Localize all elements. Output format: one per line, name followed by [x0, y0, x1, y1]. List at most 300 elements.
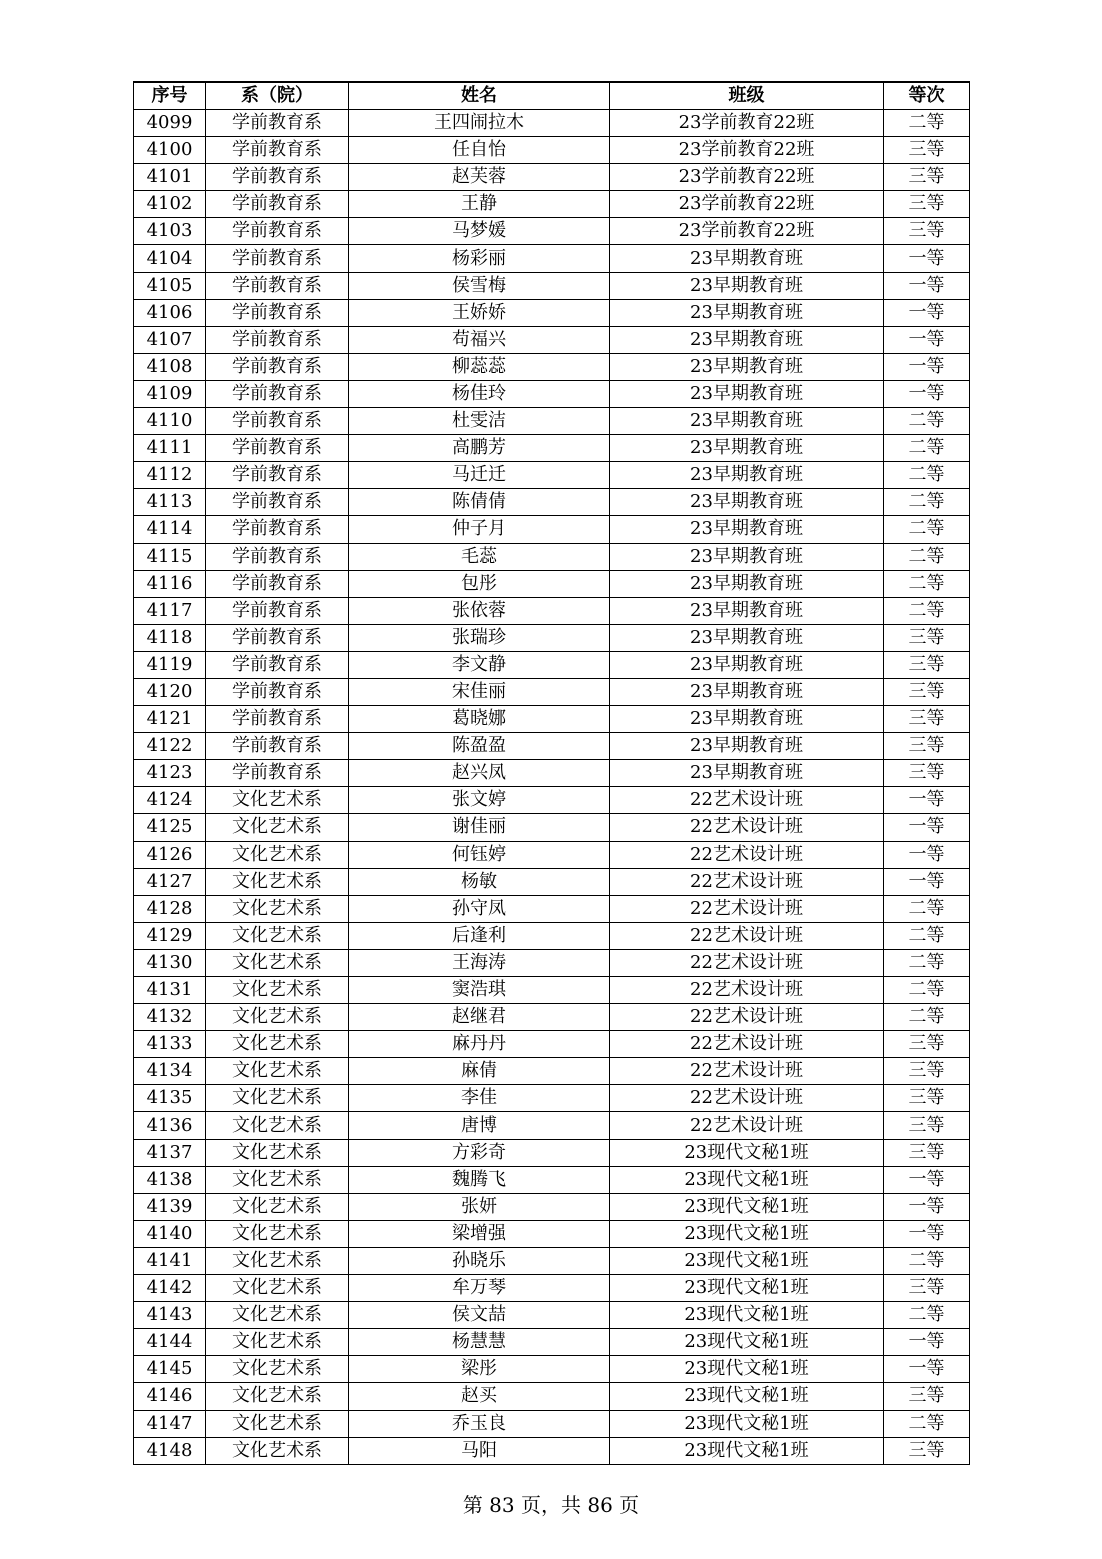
cell-serial-number: 4138: [134, 1166, 206, 1193]
cell-class: 22艺术设计班: [610, 922, 884, 949]
cell-department: 学前教育系: [206, 110, 349, 137]
cell-name: 杨慧慧: [349, 1329, 610, 1356]
table-row: [134, 353, 970, 380]
cell-name: 包彤: [349, 570, 610, 597]
cell-level: 三等: [884, 218, 970, 245]
cell-department: 学前教育系: [206, 137, 349, 164]
cell-name: 孙晓乐: [349, 1247, 610, 1274]
cell-class: 23早期教育班: [610, 706, 884, 733]
table-row: [134, 1329, 970, 1356]
cell-level: 三等: [884, 1437, 970, 1464]
cell-level: 一等: [884, 299, 970, 326]
cell-serial-number: 4139: [134, 1193, 206, 1220]
cell-serial-number: 4148: [134, 1437, 206, 1464]
cell-class: 23早期教育班: [610, 651, 884, 678]
cell-level: 二等: [884, 543, 970, 570]
cell-class: 23早期教育班: [610, 624, 884, 651]
table-row: [134, 380, 970, 407]
cell-class: 23现代文秘1班: [610, 1302, 884, 1329]
cell-name: 窦浩琪: [349, 977, 610, 1004]
cell-serial-number: 4111: [134, 435, 206, 462]
cell-name: 杜雯洁: [349, 408, 610, 435]
table-row: [134, 1410, 970, 1437]
table-row: [134, 570, 970, 597]
cell-department: 文化艺术系: [206, 1437, 349, 1464]
table-row: [134, 1383, 970, 1410]
cell-class: 23早期教育班: [610, 733, 884, 760]
header-department: 系（院）: [206, 82, 349, 110]
cell-class: 23学前教育22班: [610, 164, 884, 191]
cell-name: 赵兴凤: [349, 760, 610, 787]
cell-department: 文化艺术系: [206, 922, 349, 949]
table-row: [134, 977, 970, 1004]
cell-level: 三等: [884, 164, 970, 191]
cell-name: 赵继君: [349, 1004, 610, 1031]
cell-level: 二等: [884, 922, 970, 949]
cell-department: 学前教育系: [206, 706, 349, 733]
cell-department: 学前教育系: [206, 489, 349, 516]
cell-name: 麻丹丹: [349, 1031, 610, 1058]
cell-name: 李文静: [349, 651, 610, 678]
cell-class: 23早期教育班: [610, 326, 884, 353]
cell-class: 23现代文秘1班: [610, 1437, 884, 1464]
cell-class: 23现代文秘1班: [610, 1410, 884, 1437]
cell-class: 23早期教育班: [610, 760, 884, 787]
cell-level: 一等: [884, 1166, 970, 1193]
cell-serial-number: 4136: [134, 1112, 206, 1139]
cell-class: 22艺术设计班: [610, 787, 884, 814]
cell-name: 牟万琴: [349, 1275, 610, 1302]
cell-level: 三等: [884, 1275, 970, 1302]
cell-class: 23学前教育22班: [610, 218, 884, 245]
table-row: [134, 706, 970, 733]
cell-serial-number: 4143: [134, 1302, 206, 1329]
cell-department: 学前教育系: [206, 760, 349, 787]
page-number-footer: 第 83 页，共 86 页: [462, 1493, 640, 1517]
cell-name: 孙守凤: [349, 895, 610, 922]
award-roster-table: [133, 81, 970, 1465]
cell-level: 三等: [884, 651, 970, 678]
table-row: [134, 110, 970, 137]
cell-department: 文化艺术系: [206, 1410, 349, 1437]
cell-name: 麻倩: [349, 1058, 610, 1085]
cell-serial-number: 4119: [134, 651, 206, 678]
cell-name: 侯文喆: [349, 1302, 610, 1329]
table-row: [134, 299, 970, 326]
cell-class: 22艺术设计班: [610, 895, 884, 922]
cell-serial-number: 4131: [134, 977, 206, 1004]
table-row: [134, 760, 970, 787]
cell-name: 杨彩丽: [349, 245, 610, 272]
table-row: [134, 326, 970, 353]
cell-serial-number: 4099: [134, 110, 206, 137]
cell-class: 23现代文秘1班: [610, 1275, 884, 1302]
cell-level: 二等: [884, 597, 970, 624]
cell-class: 23现代文秘1班: [610, 1139, 884, 1166]
cell-name: 何钰婷: [349, 841, 610, 868]
cell-level: 一等: [884, 814, 970, 841]
cell-name: 乔玉良: [349, 1410, 610, 1437]
cell-department: 学前教育系: [206, 408, 349, 435]
cell-name: 张瑞珍: [349, 624, 610, 651]
cell-name: 王四闹拉木: [349, 110, 610, 137]
cell-class: 23现代文秘1班: [610, 1356, 884, 1383]
cell-class: 22艺术设计班: [610, 1031, 884, 1058]
cell-serial-number: 4141: [134, 1247, 206, 1274]
cell-serial-number: 4137: [134, 1139, 206, 1166]
cell-level: 一等: [884, 1329, 970, 1356]
cell-level: 三等: [884, 1085, 970, 1112]
cell-level: 二等: [884, 895, 970, 922]
cell-class: 23学前教育22班: [610, 137, 884, 164]
cell-class: 22艺术设计班: [610, 814, 884, 841]
cell-department: 文化艺术系: [206, 1085, 349, 1112]
table-row: [134, 1356, 970, 1383]
cell-class: 23早期教育班: [610, 380, 884, 407]
cell-serial-number: 4132: [134, 1004, 206, 1031]
cell-level: 三等: [884, 191, 970, 218]
cell-name: 魏腾飞: [349, 1166, 610, 1193]
cell-serial-number: 4110: [134, 408, 206, 435]
table-row: [134, 435, 970, 462]
cell-serial-number: 4145: [134, 1356, 206, 1383]
cell-class: 23早期教育班: [610, 543, 884, 570]
cell-department: 学前教育系: [206, 272, 349, 299]
table-row: [134, 1302, 970, 1329]
cell-serial-number: 4101: [134, 164, 206, 191]
cell-level: 三等: [884, 1112, 970, 1139]
cell-class: 23现代文秘1班: [610, 1193, 884, 1220]
cell-department: 学前教育系: [206, 245, 349, 272]
cell-department: 学前教育系: [206, 353, 349, 380]
cell-name: 侯雪梅: [349, 272, 610, 299]
cell-department: 学前教育系: [206, 326, 349, 353]
cell-name: 毛蕊: [349, 543, 610, 570]
cell-department: 学前教育系: [206, 516, 349, 543]
cell-department: 文化艺术系: [206, 1112, 349, 1139]
cell-serial-number: 4135: [134, 1085, 206, 1112]
cell-department: 学前教育系: [206, 543, 349, 570]
cell-level: 一等: [884, 272, 970, 299]
cell-department: 学前教育系: [206, 435, 349, 462]
cell-name: 高鹏芳: [349, 435, 610, 462]
cell-serial-number: 4112: [134, 462, 206, 489]
cell-serial-number: 4146: [134, 1383, 206, 1410]
cell-department: 文化艺术系: [206, 1031, 349, 1058]
cell-level: 三等: [884, 733, 970, 760]
cell-name: 张依蓉: [349, 597, 610, 624]
header-level: 等次: [884, 82, 970, 110]
cell-class: 23早期教育班: [610, 462, 884, 489]
table-row: [134, 1139, 970, 1166]
cell-serial-number: 4105: [134, 272, 206, 299]
table-row: [134, 516, 970, 543]
cell-department: 文化艺术系: [206, 1004, 349, 1031]
cell-class: 23现代文秘1班: [610, 1247, 884, 1274]
cell-serial-number: 4130: [134, 949, 206, 976]
cell-serial-number: 4103: [134, 218, 206, 245]
cell-serial-number: 4121: [134, 706, 206, 733]
cell-serial-number: 4113: [134, 489, 206, 516]
cell-serial-number: 4147: [134, 1410, 206, 1437]
cell-name: 赵芙蓉: [349, 164, 610, 191]
cell-serial-number: 4102: [134, 191, 206, 218]
cell-class: 22艺术设计班: [610, 1004, 884, 1031]
cell-serial-number: 4133: [134, 1031, 206, 1058]
cell-class: 23早期教育班: [610, 516, 884, 543]
cell-class: 23早期教育班: [610, 678, 884, 705]
cell-class: 23早期教育班: [610, 272, 884, 299]
table-body: [134, 110, 970, 1465]
cell-class: 23现代文秘1班: [610, 1383, 884, 1410]
cell-level: 三等: [884, 760, 970, 787]
cell-level: 一等: [884, 787, 970, 814]
cell-class: 23早期教育班: [610, 299, 884, 326]
cell-department: 文化艺术系: [206, 1383, 349, 1410]
table-row: [134, 543, 970, 570]
table-row: [134, 1247, 970, 1274]
table-row: [134, 597, 970, 624]
cell-name: 张文婷: [349, 787, 610, 814]
cell-name: 马迁迁: [349, 462, 610, 489]
cell-level: 二等: [884, 110, 970, 137]
cell-level: 一等: [884, 841, 970, 868]
cell-level: 一等: [884, 353, 970, 380]
cell-serial-number: 4114: [134, 516, 206, 543]
cell-name: 陈盈盈: [349, 733, 610, 760]
cell-department: 学前教育系: [206, 164, 349, 191]
cell-level: 三等: [884, 1383, 970, 1410]
cell-serial-number: 4117: [134, 597, 206, 624]
table-row: [134, 245, 970, 272]
cell-class: 23早期教育班: [610, 489, 884, 516]
cell-serial-number: 4122: [134, 733, 206, 760]
cell-name: 马阳: [349, 1437, 610, 1464]
cell-serial-number: 4100: [134, 137, 206, 164]
cell-class: 23早期教育班: [610, 245, 884, 272]
cell-department: 学前教育系: [206, 624, 349, 651]
table-row: [134, 408, 970, 435]
cell-class: 22艺术设计班: [610, 977, 884, 1004]
header-class: 班级: [610, 82, 884, 110]
cell-serial-number: 4107: [134, 326, 206, 353]
cell-serial-number: 4106: [134, 299, 206, 326]
cell-department: 文化艺术系: [206, 1139, 349, 1166]
cell-level: 一等: [884, 868, 970, 895]
cell-name: 方彩奇: [349, 1139, 610, 1166]
cell-department: 学前教育系: [206, 191, 349, 218]
cell-department: 文化艺术系: [206, 1247, 349, 1274]
cell-class: 23现代文秘1班: [610, 1220, 884, 1247]
cell-department: 学前教育系: [206, 380, 349, 407]
cell-level: 二等: [884, 977, 970, 1004]
cell-department: 文化艺术系: [206, 868, 349, 895]
cell-level: 一等: [884, 1356, 970, 1383]
cell-name: 仲子月: [349, 516, 610, 543]
cell-class: 22艺术设计班: [610, 868, 884, 895]
cell-department: 文化艺术系: [206, 895, 349, 922]
table-row: [134, 895, 970, 922]
cell-class: 23学前教育22班: [610, 191, 884, 218]
cell-name: 李佳: [349, 1085, 610, 1112]
table-row: [134, 787, 970, 814]
table-row: [134, 868, 970, 895]
table-row: [134, 651, 970, 678]
cell-department: 文化艺术系: [206, 841, 349, 868]
cell-class: 23早期教育班: [610, 597, 884, 624]
cell-level: 二等: [884, 435, 970, 462]
cell-level: 二等: [884, 462, 970, 489]
cell-class: 22艺术设计班: [610, 1085, 884, 1112]
table-row: [134, 1085, 970, 1112]
cell-serial-number: 4125: [134, 814, 206, 841]
cell-level: 一等: [884, 326, 970, 353]
cell-serial-number: 4115: [134, 543, 206, 570]
table-row: [134, 1166, 970, 1193]
cell-serial-number: 4142: [134, 1275, 206, 1302]
cell-department: 学前教育系: [206, 570, 349, 597]
cell-serial-number: 4134: [134, 1058, 206, 1085]
cell-department: 文化艺术系: [206, 1302, 349, 1329]
cell-department: 文化艺术系: [206, 814, 349, 841]
cell-level: 二等: [884, 1302, 970, 1329]
cell-department: 文化艺术系: [206, 1275, 349, 1302]
cell-name: 杨敏: [349, 868, 610, 895]
table-row: [134, 841, 970, 868]
cell-serial-number: 4116: [134, 570, 206, 597]
cell-department: 学前教育系: [206, 462, 349, 489]
table-row: [134, 1031, 970, 1058]
cell-serial-number: 4108: [134, 353, 206, 380]
table-row: [134, 678, 970, 705]
cell-serial-number: 4140: [134, 1220, 206, 1247]
cell-level: 二等: [884, 1247, 970, 1274]
cell-serial-number: 4127: [134, 868, 206, 895]
cell-level: 二等: [884, 489, 970, 516]
table-row: [134, 1437, 970, 1464]
cell-name: 任自怡: [349, 137, 610, 164]
cell-department: 文化艺术系: [206, 1220, 349, 1247]
cell-name: 宋佳丽: [349, 678, 610, 705]
cell-level: 一等: [884, 1220, 970, 1247]
cell-class: 23早期教育班: [610, 570, 884, 597]
cell-class: 22艺术设计班: [610, 841, 884, 868]
table-row: [134, 814, 970, 841]
table-row: [134, 1004, 970, 1031]
cell-name: 张妍: [349, 1193, 610, 1220]
cell-class: 23早期教育班: [610, 435, 884, 462]
cell-level: 三等: [884, 1031, 970, 1058]
cell-level: 三等: [884, 137, 970, 164]
cell-department: 学前教育系: [206, 651, 349, 678]
cell-name: 唐博: [349, 1112, 610, 1139]
cell-name: 陈倩倩: [349, 489, 610, 516]
table-row: [134, 489, 970, 516]
cell-department: 学前教育系: [206, 733, 349, 760]
cell-name: 王海涛: [349, 949, 610, 976]
cell-class: 22艺术设计班: [610, 1058, 884, 1085]
table-row: [134, 624, 970, 651]
table-row: [134, 1193, 970, 1220]
table-row: [134, 1112, 970, 1139]
table-row: [134, 272, 970, 299]
cell-name: 杨佳玲: [349, 380, 610, 407]
cell-level: 三等: [884, 1058, 970, 1085]
table-row: [134, 949, 970, 976]
table-row: [134, 191, 970, 218]
cell-class: 23学前教育22班: [610, 110, 884, 137]
table-row: [134, 922, 970, 949]
cell-serial-number: 4124: [134, 787, 206, 814]
table-header-row: [134, 82, 970, 110]
cell-name: 王娇娇: [349, 299, 610, 326]
cell-department: 文化艺术系: [206, 1058, 349, 1085]
table-row: [134, 1275, 970, 1302]
cell-department: 学前教育系: [206, 678, 349, 705]
cell-serial-number: 4144: [134, 1329, 206, 1356]
cell-level: 三等: [884, 706, 970, 733]
table-row: [134, 733, 970, 760]
table-row: [134, 137, 970, 164]
cell-department: 文化艺术系: [206, 949, 349, 976]
cell-name: 梁增强: [349, 1220, 610, 1247]
cell-serial-number: 4104: [134, 245, 206, 272]
cell-department: 学前教育系: [206, 597, 349, 624]
cell-department: 文化艺术系: [206, 1329, 349, 1356]
cell-class: 23早期教育班: [610, 353, 884, 380]
cell-serial-number: 4123: [134, 760, 206, 787]
cell-level: 三等: [884, 678, 970, 705]
cell-serial-number: 4129: [134, 922, 206, 949]
cell-serial-number: 4128: [134, 895, 206, 922]
cell-department: 文化艺术系: [206, 1166, 349, 1193]
table-row: [134, 1220, 970, 1247]
cell-name: 梁彤: [349, 1356, 610, 1383]
header-serial-number: 序号: [134, 82, 206, 110]
cell-level: 一等: [884, 245, 970, 272]
table-row: [134, 462, 970, 489]
cell-name: 柳蕊蕊: [349, 353, 610, 380]
cell-name: 葛晓娜: [349, 706, 610, 733]
cell-name: 王静: [349, 191, 610, 218]
cell-level: 三等: [884, 624, 970, 651]
cell-department: 学前教育系: [206, 218, 349, 245]
cell-department: 学前教育系: [206, 299, 349, 326]
cell-level: 二等: [884, 1410, 970, 1437]
cell-level: 二等: [884, 570, 970, 597]
cell-class: 23现代文秘1班: [610, 1166, 884, 1193]
cell-serial-number: 4118: [134, 624, 206, 651]
table-row: [134, 164, 970, 191]
cell-level: 二等: [884, 1004, 970, 1031]
table-row: [134, 218, 970, 245]
cell-department: 文化艺术系: [206, 1356, 349, 1383]
cell-name: 苟福兴: [349, 326, 610, 353]
header-name: 姓名: [349, 82, 610, 110]
cell-level: 二等: [884, 408, 970, 435]
cell-serial-number: 4109: [134, 380, 206, 407]
cell-department: 文化艺术系: [206, 1193, 349, 1220]
cell-serial-number: 4126: [134, 841, 206, 868]
cell-name: 赵买: [349, 1383, 610, 1410]
cell-serial-number: 4120: [134, 678, 206, 705]
cell-level: 一等: [884, 380, 970, 407]
cell-level: 三等: [884, 1139, 970, 1166]
cell-class: 23早期教育班: [610, 408, 884, 435]
cell-name: 马梦媛: [349, 218, 610, 245]
cell-level: 二等: [884, 949, 970, 976]
cell-class: 23现代文秘1班: [610, 1329, 884, 1356]
